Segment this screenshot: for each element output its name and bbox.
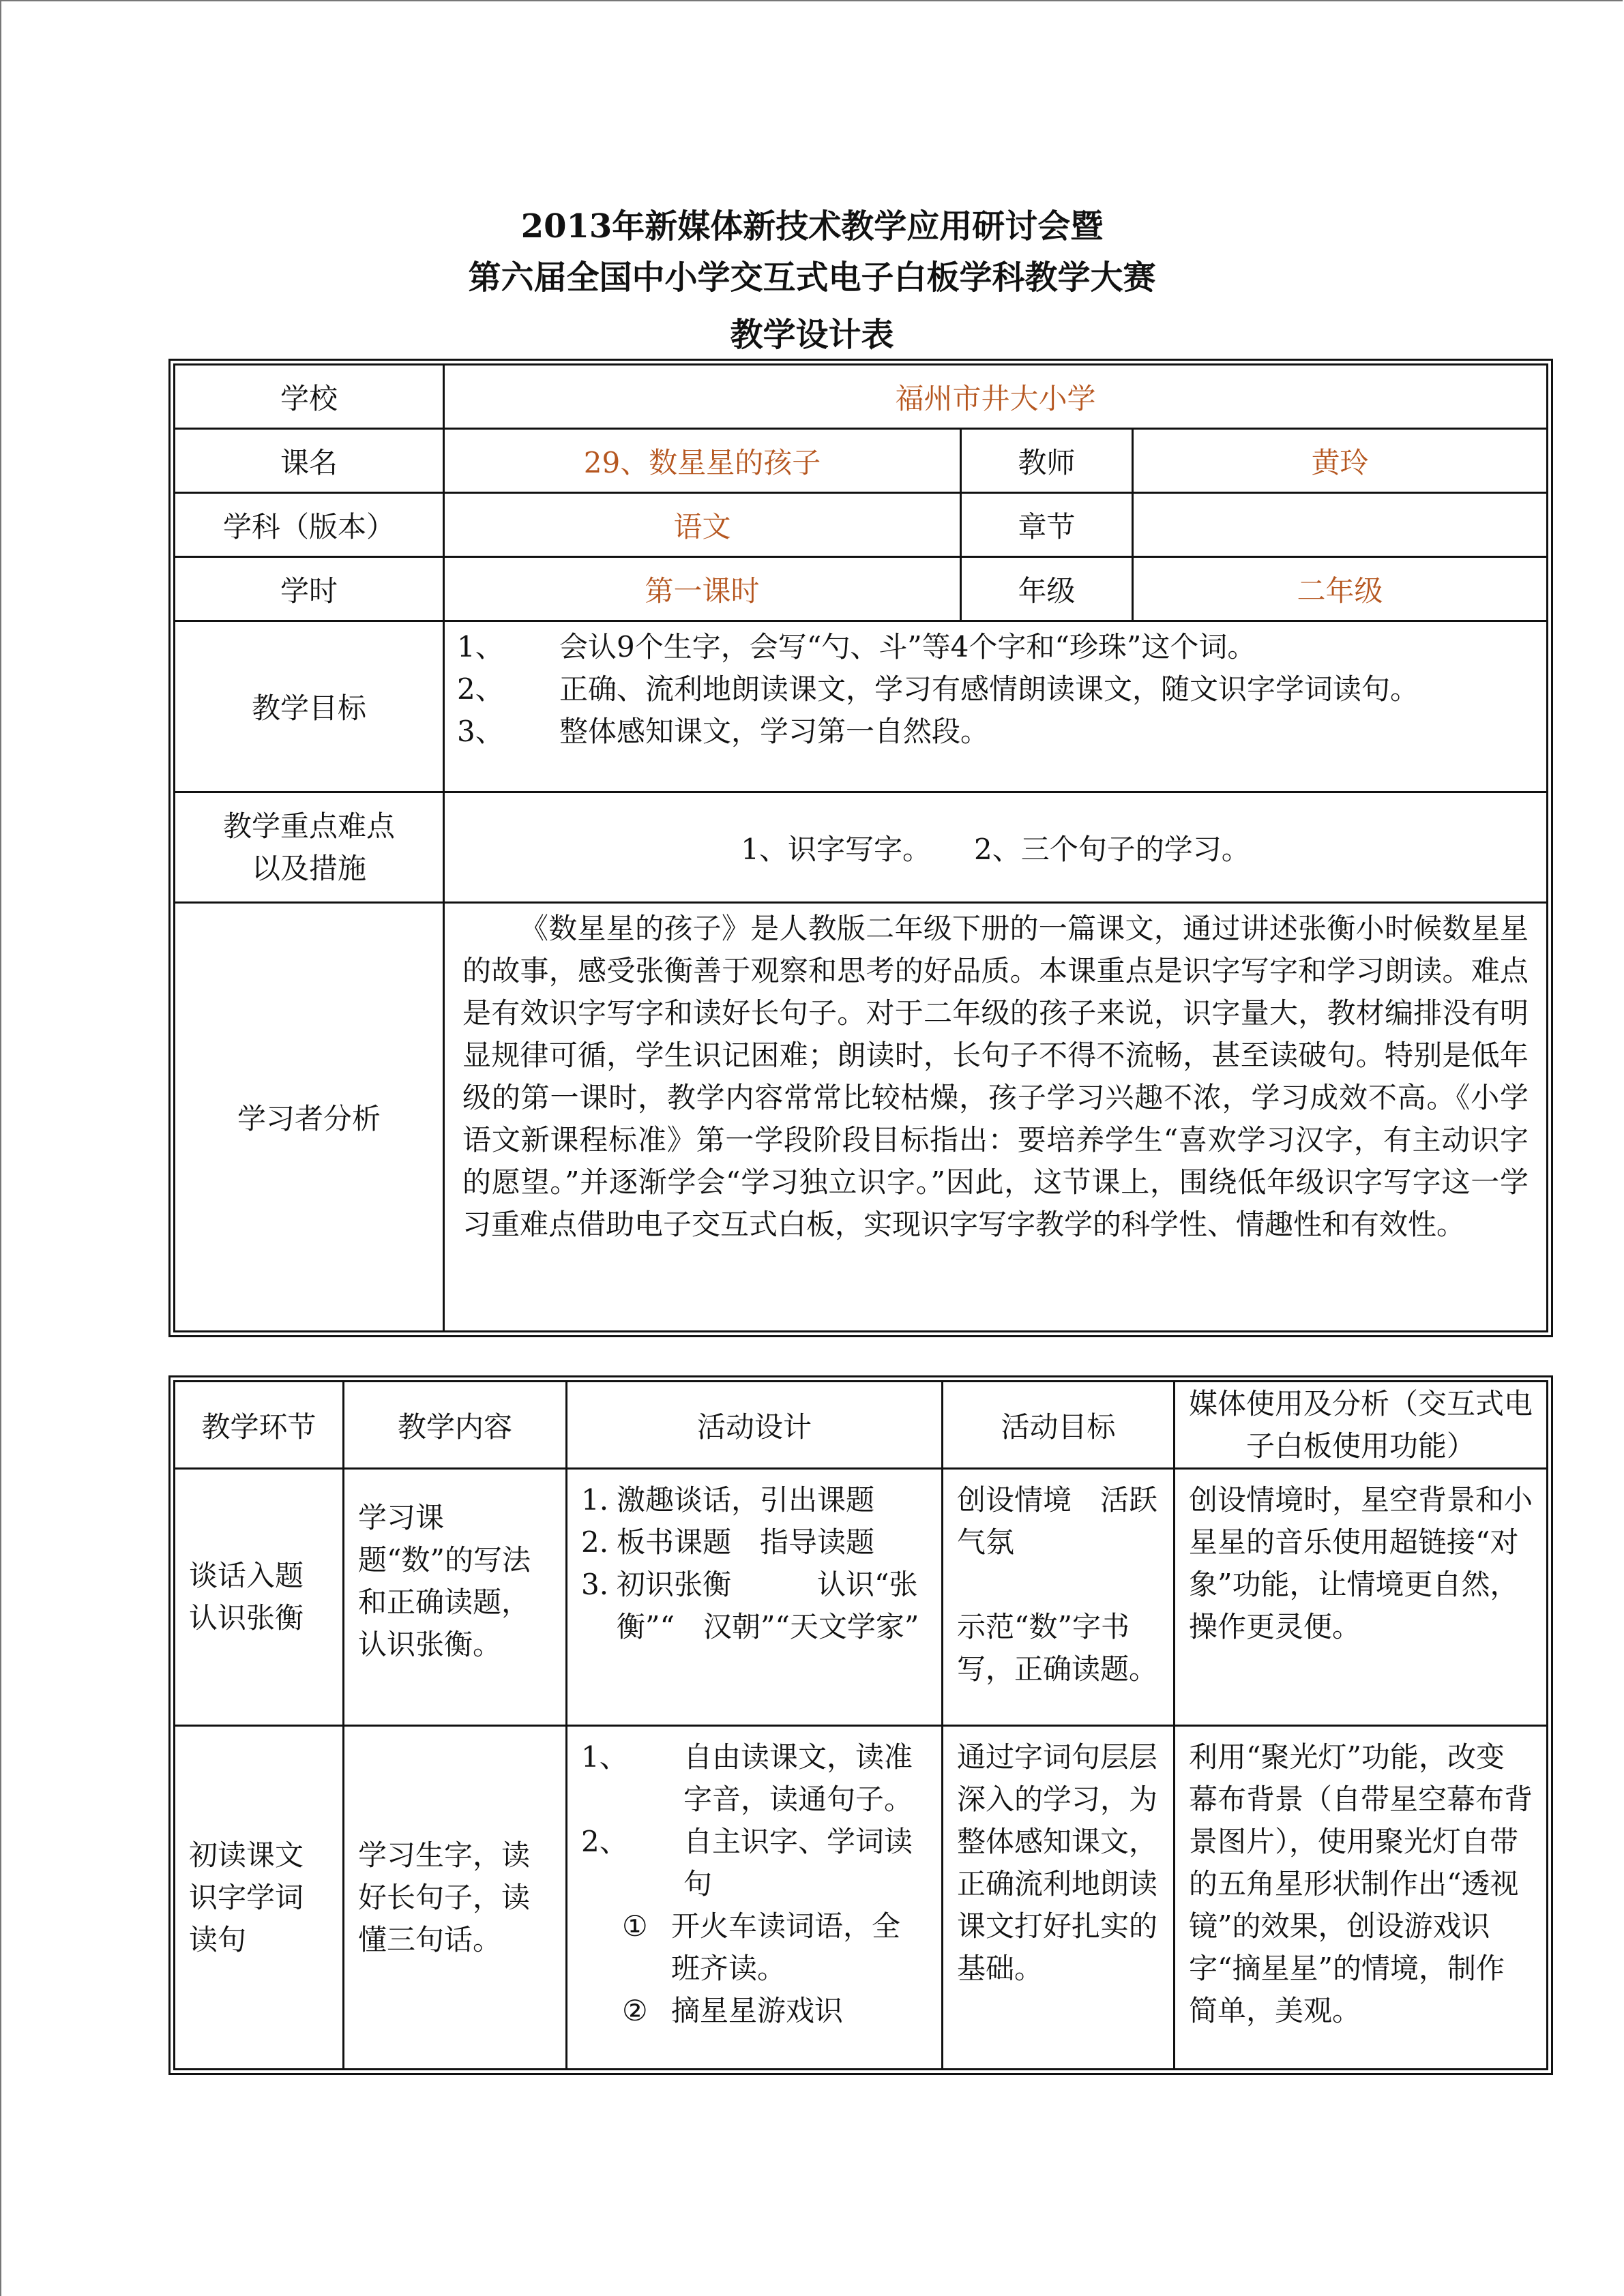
goals-list	[457, 626, 1534, 753]
row1-goal: 创设情境 活跃气氛 示范“数”字书写，正确读题。	[943, 1469, 1175, 1726]
row1-content: 学习课题“数”的写法和正确读题，认识张衡。	[344, 1469, 567, 1726]
row1-stage: 谈话入题认识张衡	[175, 1469, 344, 1726]
goal-item: 1、 会认9个生字，会写“勺、斗”等4个字和“珍珠”这个词。	[457, 630, 1256, 664]
activity-item: 1、 自由读课文，读准字音，读通句子。	[581, 1740, 913, 1816]
row2-activities	[567, 1726, 943, 2070]
period-label: 学时	[175, 557, 444, 621]
header-activity: 活动设计	[567, 1382, 943, 1469]
row2-content: 学习生字，读好长句子，读懂三句话。	[344, 1726, 567, 2070]
activity-item: 2、 自主识字、学词读句	[581, 1825, 913, 1900]
goal-item: 3、 整体感知课文，学习第一自然段。	[457, 715, 990, 748]
info-row-school	[175, 365, 1548, 429]
chapter-label: 章节	[961, 493, 1133, 557]
activity-subitem: ① 开火车读词语，全班齐读。	[622, 1909, 901, 1985]
info-row-keypoints	[175, 792, 1548, 903]
keypoints-value: 1、识字写字。 2、三个句子的学习。	[444, 792, 1548, 903]
grade-value: 二年级	[1133, 557, 1548, 621]
subject-label: 学科（版本）	[175, 493, 444, 557]
goals-cell	[444, 621, 1548, 792]
document-title-line3: 教学设计表	[730, 316, 894, 354]
process-row	[175, 1469, 1548, 1726]
course-label: 课名	[175, 429, 444, 493]
document-title-line1: 2013年新媒体新技术教学应用研讨会暨	[520, 207, 1104, 245]
info-row-subject	[175, 493, 1548, 557]
info-table	[173, 363, 1548, 1332]
info-row-course	[175, 429, 1548, 493]
learner-analysis: 《数星星的孩子》是人教版二年级下册的一篇课文，通过讲述张衡小时候数星星的故事，感受张衡善于观察和思考的好品质。本课重点是识字写字和学习朗读。难点是有效识字写字和读好长句子。对于二年级的孩子来说，识字量大，教材编排没有明显规律可循，学生识记困难；朗读时，长句子不得不流畅，甚至读破句。特别是低年级的第一课时，教学内容常常比较枯燥，孩子学习兴趣不浓，学习成效不高。《小学语文新课程标准》第一学段阶段目标指出：要培养学生“喜欢学习汉字，有主动识字的愿望。”并逐渐学会“学习独立识字。”因此，这节课上，围绕低年级识字写字这一学习重难点借助电子交互式白板，实现识字写字教学的科学性、情趣性和有效性。	[444, 903, 1548, 1332]
process-table	[173, 1380, 1548, 2070]
keypoints-label: 教学重点难点 以及措施	[175, 792, 444, 903]
chapter-value	[1133, 493, 1548, 557]
row2-stage: 初读课文识字学词读句	[175, 1726, 344, 2070]
grade-label: 年级	[961, 557, 1133, 621]
header-stage: 教学环节	[175, 1382, 344, 1469]
header-content: 教学内容	[344, 1382, 567, 1469]
info-row-period	[175, 557, 1548, 621]
document-title-line2: 第六届全国中小学交互式电子白板学科教学大赛	[468, 258, 1156, 297]
period-value: 第一课时	[444, 557, 961, 621]
activity-subitem: ② 摘星星游戏识	[622, 1994, 844, 2027]
info-row-learner	[175, 903, 1548, 1332]
activity-item: 3. 初识张衡 认识“张衡”“ 汉朝”“天文学家”	[581, 1568, 919, 1643]
activity-item: 2. 板书课题 指导读题	[581, 1525, 875, 1559]
learner-label: 学习者分析	[175, 903, 444, 1332]
process-header-row	[175, 1382, 1548, 1469]
goals-label: 教学目标	[175, 621, 444, 792]
goal-item: 2、 正确、流利地朗读课文，学习有感情朗读课文，随文识字学词读句。	[457, 672, 1419, 706]
subject-value: 语文	[444, 493, 961, 557]
course-value: 29、数星星的孩子	[444, 429, 961, 493]
header-goal: 活动目标	[943, 1382, 1175, 1469]
row2-media: 利用“聚光灯”功能，改变幕布背景（自带星空幕布背景图片），使用聚光灯自带的五角星形状制作出“透视镜”的效果，创设游戏识字“摘星星”的情境，制作简单，美观。	[1175, 1726, 1548, 2070]
row1-media: 创设情境时，星空背景和小星星的音乐使用超链接“对象”功能，让情境更自然，操作更灵便。	[1175, 1469, 1548, 1726]
row2-goal: 通过字词句层层深入的学习，为整体感知课文，正确流利地朗读课文打好扎实的基础。	[943, 1726, 1175, 2070]
activity-item: 1. 激趣谈话，引出课题	[581, 1483, 875, 1517]
process-row	[175, 1726, 1548, 2070]
school-value: 福州市井大小学	[444, 365, 1548, 429]
header-media: 媒体使用及分析（交互式电子白板使用功能）	[1175, 1382, 1548, 1469]
school-label: 学校	[175, 365, 444, 429]
teacher-label: 教师	[961, 429, 1133, 493]
teacher-value: 黄玲	[1133, 429, 1548, 493]
row1-activities	[567, 1469, 943, 1726]
info-row-goals	[175, 621, 1548, 792]
